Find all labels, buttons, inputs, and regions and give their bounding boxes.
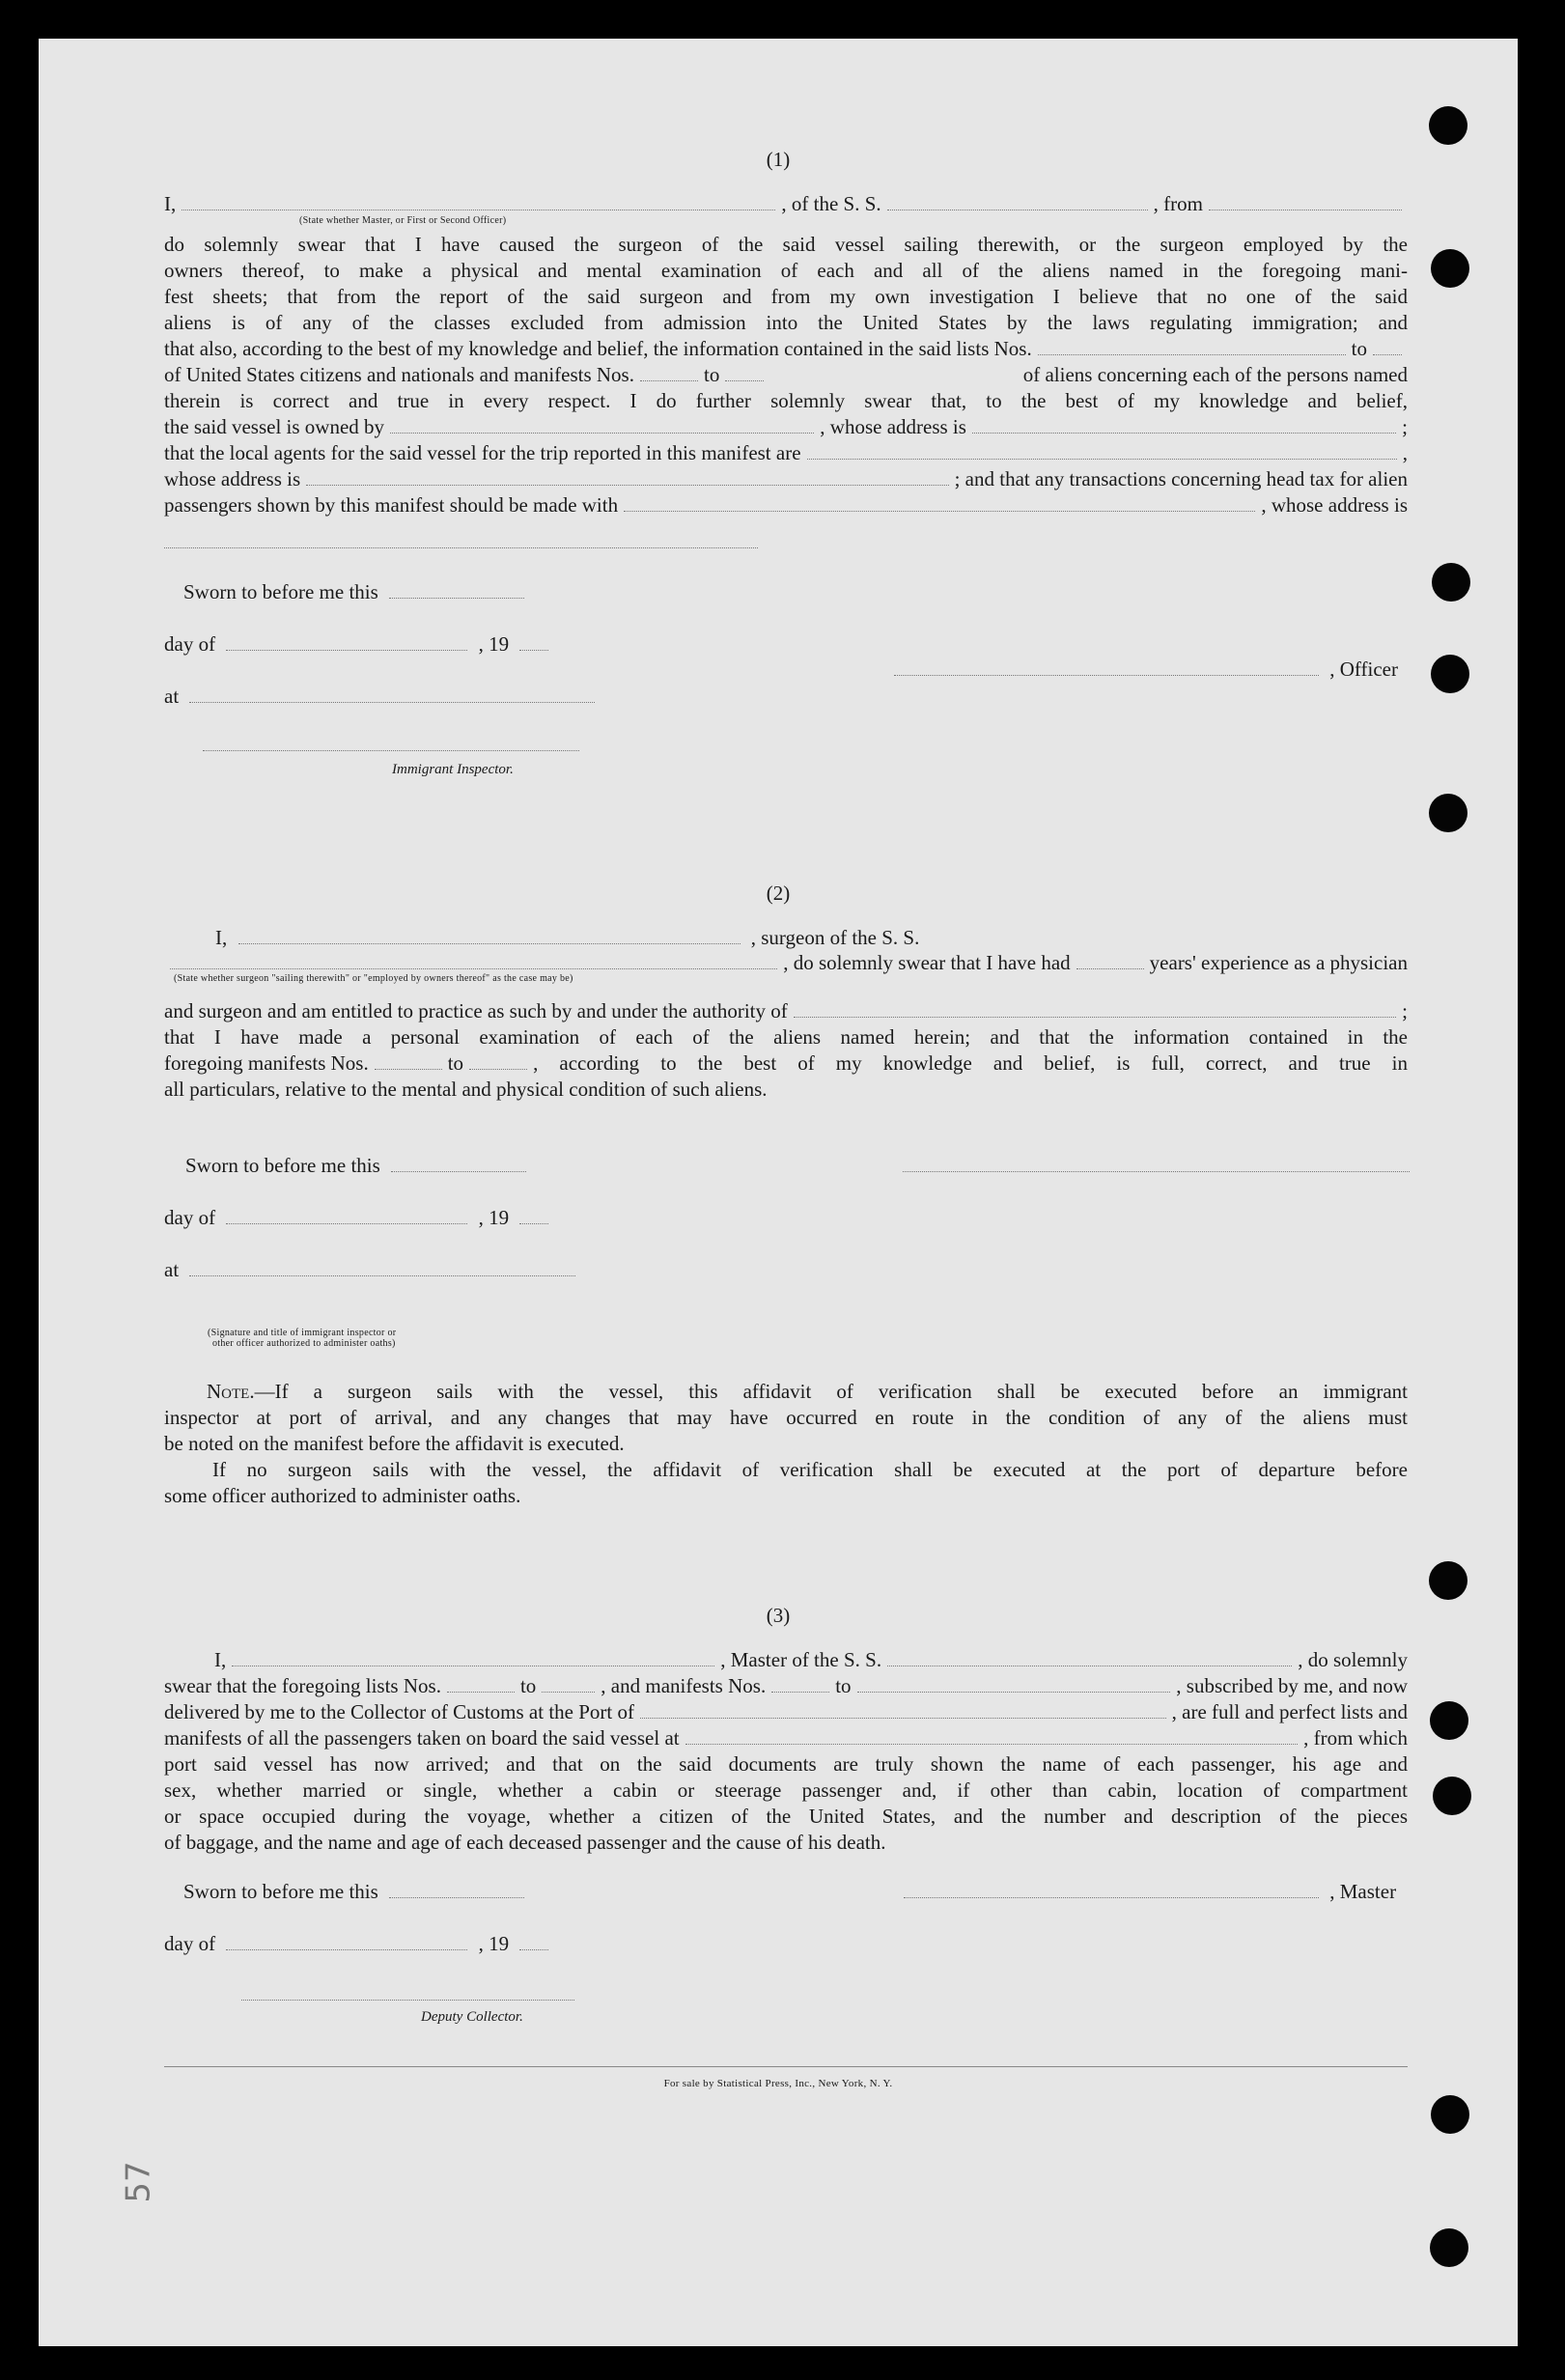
punch-hole (1433, 1777, 1471, 1815)
s2-day (164, 1205, 554, 1231)
lists-to-field[interactable] (1373, 337, 1402, 355)
s3-manifests-to-field[interactable] (857, 1674, 1171, 1693)
s2-line-2a: and surgeon and am entitled to practice as such by and under the authority of (164, 999, 788, 1022)
s2-line-5: all particulars, relative to the mental and physical condition of such aliens. (164, 1078, 768, 1101)
s2-line-2 (164, 998, 1408, 1024)
s1-day-field[interactable] (226, 632, 467, 651)
s1-line-9b: , (1402, 441, 1408, 464)
s1-line-10 (164, 466, 1408, 492)
s1-officer (888, 657, 1398, 683)
s3-line-3 (164, 1725, 1408, 1751)
s3-line-7: of baggage, and the name and age of each deceased passenger and the cause of his death. (164, 1831, 886, 1854)
s3-label-solemnly: , do solemnly (1298, 1648, 1408, 1671)
s1-day (164, 631, 554, 658)
note-line-4 (164, 1457, 1408, 1483)
ship-name-field[interactable] (887, 192, 1148, 210)
s1-line-9a: that the local agents for the said vessel for the trip reported in this manifest are (164, 441, 801, 464)
label-of-ss: , of the S. S. (781, 192, 881, 215)
s2-line-1b: years' experience as a physician (1149, 951, 1408, 974)
s3-year-label: , 19 (478, 1932, 510, 1955)
s1-at-field[interactable] (189, 685, 595, 703)
s1-at-label: at (164, 685, 180, 708)
s1-line-6c: of aliens concerning each of the persons named (1022, 363, 1408, 386)
s3-lists-to-field[interactable] (542, 1674, 595, 1693)
s3-master-name-field[interactable] (232, 1648, 714, 1666)
head-tax-address-field[interactable] (164, 546, 758, 548)
s1-line-6a: of United States citizens and nationals and manifests Nos. (164, 363, 634, 386)
s3-line-0 (164, 1647, 1408, 1673)
lists-from-field[interactable] (1038, 337, 1346, 355)
s2-sig-note-1: (Signature and title of immigrant inspector or (208, 1328, 397, 1338)
s2-sig-note-2: other officer authorized to administer oaths) (212, 1338, 396, 1349)
s1-officer-label: , Officer (1329, 658, 1398, 681)
officer-name-field[interactable] (182, 192, 775, 210)
s2-line-1 (164, 950, 1408, 976)
s2-manifest-to-field[interactable] (469, 1051, 527, 1070)
s3-line-3a: manifests of all the passengers taken on board the said vessel at (164, 1726, 680, 1750)
s1-line-8b: , whose address is (820, 415, 966, 438)
s2-day-field[interactable] (226, 1206, 467, 1224)
s2-signature-field[interactable] (903, 1170, 1410, 1172)
s1-line-7: therein is correct and true in every respect. I do further solemnly swear that, to the best of my knowledge and belief, (164, 389, 1408, 412)
s3-line-1d: to (835, 1674, 852, 1697)
s1-line-10b: ; and that any transactions concerning head tax for alien (954, 467, 1408, 490)
section-1-number: (1) (766, 148, 791, 171)
s3-day-label: day of (164, 1932, 216, 1955)
s1-line-1: do solemnly swear that I have caused the surgeon of the said vessel sailing therewith, or the surgeon employed by the (164, 233, 1408, 256)
s1-line-5 (164, 336, 1408, 362)
s3-line-6: or space occupied during the voyage, whether a citizen of the United States, and the number and description of the pieces (164, 1805, 1408, 1828)
s1-inspector-signature-field[interactable] (203, 749, 579, 751)
s1-inspector-label: Immigrant Inspector. (392, 762, 514, 777)
punch-hole (1432, 563, 1470, 602)
s3-year-field[interactable] (519, 1932, 548, 1950)
s3-label-master-of: , Master of the S. S. (720, 1648, 882, 1671)
s2-authority-field[interactable] (794, 999, 1396, 1018)
s3-line-4: port said vessel has now arrived; and that on the said documents are truly shown the name of each passenger, his age and (164, 1752, 1408, 1776)
punch-hole (1429, 106, 1467, 145)
s2-sworn (185, 1153, 532, 1179)
form-page (39, 39, 1518, 2346)
section-3-number: (3) (766, 1604, 791, 1627)
s3-manifests-from-field[interactable] (771, 1674, 829, 1693)
s1-line-3: fest sheets; that from the report of the said surgeon and from my own investigation I believe that no one of the said (164, 285, 1408, 308)
s2-label-surgeon-of: , surgeon of the S. S. (750, 926, 920, 949)
s3-port-field[interactable] (640, 1700, 1166, 1719)
punch-hole (1431, 2095, 1469, 2134)
s1-line-11 (164, 492, 1408, 518)
state-note-1: (State whether Master, or First or Second Officer) (299, 215, 507, 226)
note-line-2: inspector at port of arrival, and any changes that may have occurred en route in the condition of any of the aliens must (164, 1406, 1408, 1429)
s2-year-field[interactable] (519, 1206, 548, 1224)
s3-line-1e: , subscribed by me, and now (1176, 1674, 1408, 1697)
note-line-1 (164, 1379, 1408, 1405)
s2-manifest-from-field[interactable] (375, 1051, 442, 1070)
s2-line-3: that I have made a personal examination of each of the aliens named herein; and that the information contained in the (164, 1025, 1408, 1049)
agents-field[interactable] (807, 441, 1397, 460)
s2-years-field[interactable] (1076, 951, 1144, 969)
punch-hole (1430, 1701, 1468, 1740)
owner-field[interactable] (390, 415, 814, 434)
s3-sworn-label: Sworn to before me this (183, 1880, 378, 1903)
s3-master-signature-field[interactable] (904, 1880, 1319, 1898)
s2-line-4 (164, 1050, 1408, 1077)
s3-master-label: , Master (1329, 1880, 1397, 1903)
s3-collector-label: Deputy Collector. (421, 2009, 523, 2025)
s3-line-1b: to (519, 1674, 537, 1697)
s1-line-11b: , whose address is (1261, 493, 1408, 517)
agents-address-field[interactable] (306, 467, 948, 486)
s3-line-1c: , and manifests Nos. (601, 1674, 767, 1697)
s1-line-2: owners thereof, to make a physical and mental examination of each and all of the aliens named in the foregoing mani- (164, 259, 1408, 282)
s1-line-8c: ; (1402, 415, 1409, 438)
s3-line-1a: swear that the foregoing lists Nos. (164, 1674, 441, 1697)
footer-text: For sale by Statistical Press, Inc., New York, N. Y. (663, 2078, 893, 2089)
s3-line-1 (164, 1673, 1408, 1699)
s3-lists-from-field[interactable] (447, 1674, 515, 1693)
s1-sworn (183, 579, 530, 605)
note-line-4-text: If no surgeon sails with the vessel, the affidavit of verification shall be executed at the port of departure before (212, 1458, 1408, 1481)
s1-officer-signature-field[interactable] (894, 658, 1319, 676)
s1-line-6b: to (703, 363, 720, 386)
s1-line-4: aliens is of any of the classes excluded from admission into the United States by the laws regulating immigration; and (164, 311, 1408, 334)
note-line-5: some officer authorized to administer oaths. (164, 1484, 521, 1507)
s3-line-2b: , are full and perfect lists and (1171, 1700, 1408, 1723)
s2-year-label: , 19 (478, 1206, 510, 1229)
section-2-number: (2) (766, 882, 791, 905)
state-note-2: (State whether surgeon "sailing therewith" or "employed by owners thereof" as the case may be) (174, 973, 573, 984)
s3-day-field[interactable] (226, 1932, 467, 1950)
s1-day-label: day of (164, 632, 216, 656)
s3-boarding-port-field[interactable] (685, 1726, 1299, 1745)
punch-hole (1430, 2228, 1468, 2267)
s1-at (164, 684, 601, 710)
s3-line-2a: delivered by me to the Collector of Customs at the Port of (164, 1700, 634, 1723)
footer-rule (164, 2066, 1408, 2067)
s2-at-field[interactable] (189, 1258, 575, 1276)
manifests-from-field[interactable] (640, 363, 698, 381)
s1-year-field[interactable] (519, 632, 548, 651)
s3-line-2 (164, 1699, 1408, 1725)
s2-line-2b: ; (1402, 999, 1408, 1022)
s3-collector-signature-field[interactable] (241, 1999, 574, 2001)
punch-hole (1429, 1561, 1467, 1600)
s1-line-8a: the said vessel is owned by (164, 415, 385, 438)
s3-day (164, 1931, 554, 1957)
s1-line-10a: whose address is (164, 467, 301, 490)
head-tax-field[interactable] (624, 493, 1255, 512)
s1-line-6 (164, 362, 1408, 388)
section-1-body (164, 232, 1408, 518)
s1-line-5a: that also, according to the best of my knowledge and belief, the information contained in the said lists Nos. (164, 337, 1032, 360)
s2-sworn-label: Sworn to before me this (185, 1154, 380, 1177)
s1-header-line (164, 191, 1408, 217)
s1-sworn-label: Sworn to before me this (183, 580, 378, 603)
s2-line-1a: , do solemnly swear that I have had (783, 951, 1071, 974)
s3-line-3b: , from which (1303, 1726, 1408, 1750)
label-from: , from (1153, 192, 1203, 215)
punch-hole (1431, 655, 1469, 693)
s3-label-i: I, (214, 1648, 227, 1671)
s2-at-label: at (164, 1258, 180, 1281)
s2-line-4c: , according to the best of my knowledge and belief, is full, correct, and true in (533, 1051, 1408, 1075)
s1-sworn-date-field[interactable] (389, 580, 524, 599)
s2-at (164, 1257, 581, 1283)
s2-ship-field[interactable] (170, 951, 777, 969)
note-label: Note. (207, 1380, 255, 1403)
note-line-3: be noted on the manifest before the affidavit is executed. (164, 1432, 625, 1455)
s3-line-5: sex, whether married or single, whether a cabin or steerage passenger and, if other than cabin, location of compartment (164, 1778, 1408, 1802)
s2-line-4b: to (447, 1051, 464, 1075)
s1-line-5b: to (1351, 337, 1367, 360)
s3-sworn (183, 1879, 530, 1905)
from-port-field[interactable] (1209, 192, 1402, 210)
s2-sworn-date-field[interactable] (391, 1154, 526, 1172)
note-line-1-text: —If a surgeon sails with the vessel, this affidavit of verification shall be executed before an immigrant (254, 1380, 1408, 1403)
pencil-mark: 57 (119, 2161, 158, 2203)
section-3-body (164, 1647, 1408, 1856)
s1-line-8 (164, 414, 1408, 440)
s2-day-label: day of (164, 1206, 216, 1229)
label-i: I, (164, 192, 177, 215)
note-block (164, 1379, 1408, 1509)
s1-line-9 (164, 440, 1408, 466)
s2-line-4a: foregoing manifests Nos. (164, 1051, 369, 1075)
owner-address-field[interactable] (972, 415, 1396, 434)
section-2-body (164, 998, 1408, 1103)
s1-year-label: , 19 (478, 632, 510, 656)
s2-header-line (215, 925, 919, 951)
s2-surgeon-name-field[interactable] (238, 926, 741, 944)
manifests-to-field[interactable] (725, 363, 764, 381)
s2-label-i: I, (215, 926, 228, 949)
s3-master-sig (898, 1879, 1396, 1905)
punch-hole (1431, 249, 1469, 288)
punch-hole (1429, 794, 1467, 832)
s3-ship-field[interactable] (887, 1648, 1292, 1666)
s3-sworn-date-field[interactable] (389, 1880, 524, 1898)
s1-line-11a: passengers shown by this manifest should be made with (164, 493, 619, 517)
